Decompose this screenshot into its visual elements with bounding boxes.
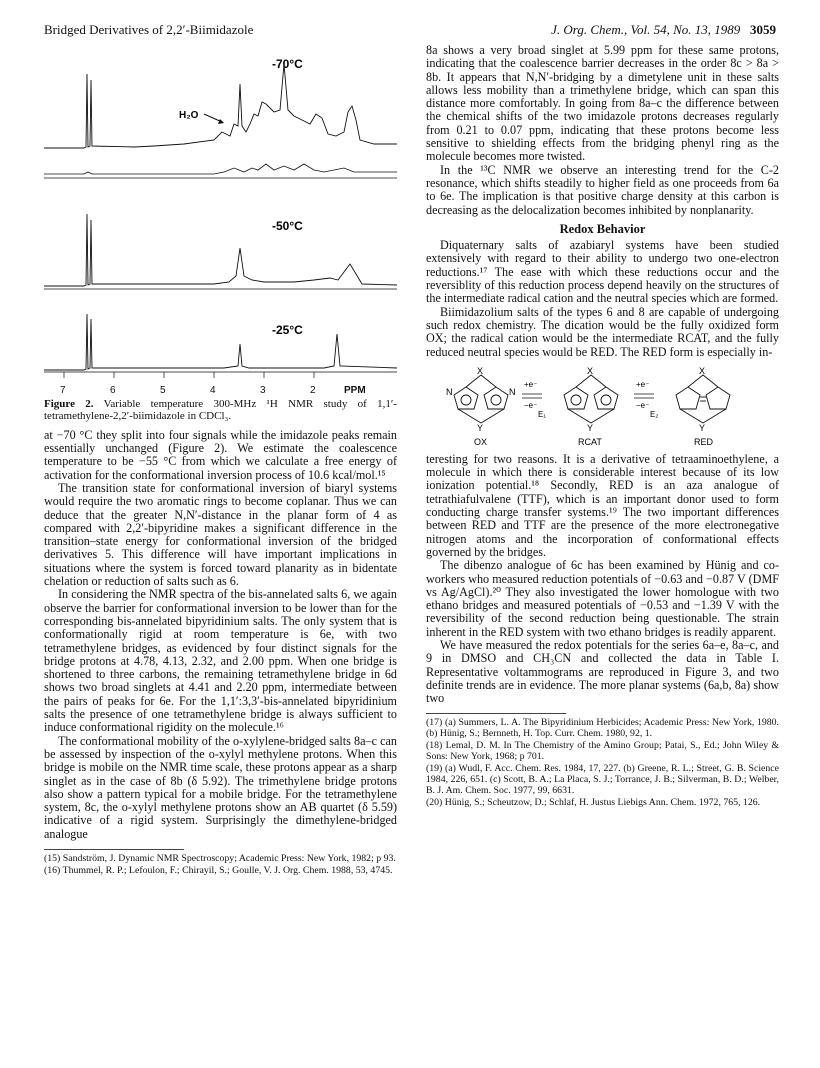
redox-scheme [426, 365, 779, 449]
figure-caption [44, 398, 397, 423]
spectrum-minus70 [44, 57, 397, 178]
red-label: RED [694, 436, 714, 447]
atom-y: Y [699, 422, 706, 433]
footnote: (16) Thummel, R. P.; Lefoulon, F.; Chirayil, S.; Goulle, V. J. Org. Chem. 1988, 53, 4745. [44, 865, 393, 877]
minus-e2: −e⁻ [636, 400, 650, 410]
running-header-journal [551, 22, 776, 38]
footnote: (15) Sandström, J. Dynamic NMR Spectroscopy; Academic Press: New York, 1982; p 93. [44, 853, 396, 865]
e1-label: E₁ [538, 409, 547, 419]
footnote: (18) Lemal, D. M. In The Chemistry of the Amino Group; Patai, S., Ed.; John Wiley & Sons: New York, 1968; p 701. [426, 740, 779, 763]
caption-label: Figure 2. [44, 398, 94, 410]
paragraph: 8a shows a very broad singlet at 5.99 ppm for these same protons, indicating that the coalescence barrier decreases in the order 8c > 8a > 8b. It appears that N,N′-bridging by a dimetylene unit in these salts allows less mobility than a trimethylene bridge, which can span this distance more comfortably. In going from 8a–c the difference between the chemical shifts of the two imidazole protons decreases regularly from 0.21 to 0.07 ppm, indicating that these protons become less sensitive to shielding effects from the bridging phenyl ring as the molecule becomes more twisted. [426, 43, 779, 164]
minus-e1: −e⁻ [524, 400, 538, 410]
atom-y: Y [477, 422, 484, 433]
tick-label: 4 [210, 385, 216, 396]
rcat-label: RCAT [578, 436, 602, 447]
paragraph: The conformational mobility of the o-xylylene-bridged salts 8a–c can be assessed by inspection of the o-xylyl methylene protons. When this bridge is mobile on the NMR time scale, these protons appear as a sharp singlet as in the case of 8b (δ 5.92). The trimethylene bridge protons also show a pattern typical for a mobile bridge. For the tetramethylene system, 8c, the o-xylyl methylene protons show an AB quartet (δ 5.59) indicative of a rigid system. Surprisingly the dimethylene-bridged analogue [44, 733, 397, 841]
page-number: 3059 [750, 22, 776, 37]
running-header-title: Bridged Derivatives of 2,2′-Biimidazole [44, 22, 254, 37]
tick-label: 6 [110, 385, 116, 396]
footnote-rule [426, 713, 566, 714]
axis-ticks [64, 372, 314, 378]
paragraph: In considering the NMR spectra of the bis-annelated salts 6, we again observe the barrier for conformational inversion to be lower than for the corresponding bis-annelated bipyridinium salts. The only system that is conformationally rigid at room temperature is 6e, with two tetramethylene bridges, as evidenced by four distinct signals for the bridge protons at 4.78, 4.13, 2.32, and 2.00 ppm. When one bridge is shortened to three carbons, the remaining tetramethylene bridge in 6d shows two broad singlets at 4.41 and 2.20 ppm, intermediate between the pairs of peaks for 6e. For the 1,1′:3,3′-bis-annelated bipyridinium salts the presence of one tetramethylene bridge is always sufficient to induce conformational rigidity on the molecule.¹⁶ [44, 587, 397, 735]
paragraph: The transition state for conformational inversion of biaryl systems would require the two aromatic rings to become coplanar. Thus we can deduce that the greater N,N′-distance in the planar form of 4 as compared with 2,2′-bipyridine makes a significant difference in the transition–state energy for conformational inversion of the bridged derivatives 5. This difference will have important implications in situations where the system is forced toward planarity as in bidentate chelation or reduction of salts such as 6. [44, 481, 397, 589]
footnote: (20) Hünig, S.; Scheutzow, D.; Schlaf, H. Justus Liebigs Ann. Chem. 1972, 765, 126. [426, 797, 761, 809]
ox-label: OX [474, 436, 488, 447]
atom-x: X [587, 365, 594, 376]
right-column [426, 44, 779, 808]
plus-e2: +e⁻ [636, 379, 650, 389]
baseline-minus70 [44, 164, 397, 174]
trace-minus50 [44, 214, 397, 286]
nmr-figure [44, 44, 397, 384]
temp-label-minus50: -50°C [272, 219, 303, 233]
temp-label-minus25: -25°C [272, 323, 303, 337]
atom-y: Y [587, 422, 594, 433]
paragraph: In the ¹³C NMR we observe an interesting trend for the C-2 resonance, which shifts steadily to higher field as one proceeds from 6a to 6e. The implication is that positive charge density at this carbon is decreasing as the delocalization becomes inhibited by nonplanarity. [426, 162, 779, 217]
paragraph: Diquaternary salts of azabiaryl systems have been studied extensively with regard to their ability to undergo two one-electron reductions.¹⁷ The ease with which these reductions occur and the reversiblity of this reduction process depend heavily on the structures of the intermediate radical cation and the neutral species which are formed. [426, 238, 779, 306]
axis-unit: PPM [344, 385, 366, 396]
e2-label: E₂ [650, 409, 659, 419]
plus-e1: +e⁻ [524, 379, 538, 389]
paragraph: at −70 °C they split into four signals while the imidazole peaks remain essentially unchanged (Figure 2). We estimate the coalescence temperature to be −55 °C from which we calculate a free energy of activation for the conformational inversion process of 10.6 kcal/mol.¹⁵ [44, 427, 397, 482]
paragraph: Biimidazolium salts of the types 6 and 8 are capable of undergoing such redox chemistry. The dication would be the fully oxidized form OX; the radical cation would be the intermediate RCAT, and the fully reduced neutral species would be RED. The RED form is especially in- [426, 304, 779, 359]
paragraph: teresting for two reasons. It is a derivative of tetraaminoethylene, a molecule in which there is considerable interest because of its low ionization potential.¹⁸ Secondly, RED is an aza analogue of tetrathiafulvalene (TTF), which is an important donor used to form conducting charge transfer systems.¹⁹ The two important differences between RED and TTF are the presence of the more electronegative nitrogen atoms and the incorporation of conformational effects governed by the bridges. [426, 451, 779, 559]
trace-minus25 [44, 314, 397, 370]
tick-label: 2 [310, 385, 316, 396]
trace-minus70 [44, 64, 397, 148]
water-arrowhead [218, 119, 224, 124]
red-structure [676, 375, 730, 423]
atom-n: N [446, 386, 453, 397]
paragraph: The dibenzo analogue of 6c has been examined by Hünig and co-workers who measured reduction potentials of −0.63 and −0.87 V (DMF vs Ag/AgCl).²⁰ They also investigated the lower homologue with two ethano bridges and measured potentials of −0.53 and −1.39 V with the reversibility of the second reduction being questionable. The strain inherent in the RED system with two ethano bridges is readily apparent. [426, 558, 779, 639]
paragraph: We have measured the redox potentials for the series 6a–e, 8a–c, and 9 in DMSO and CH₃CN and collected the data in Table I. Representative voltammograms are reproduced in Figure 3, and two definite trends are in evidence. The more planar systems (6a,b, 8a) show two [426, 637, 779, 706]
tick-label: 5 [160, 385, 166, 396]
atom-x: X [699, 365, 706, 376]
atom-n: N [509, 386, 516, 397]
section-heading: Redox Behavior [559, 221, 646, 236]
footnote: (19) (a) Wudl, F. Acc. Chem. Res. 1984, 17, 227. (b) Greene, R. L.; Street, G. B. Science 1984, 226, 651. (c) Scott, B. A.; La Placa, S. J.; Torrance, J. B.; Silverman, B. D.; Welber, B. J. Am. Chem. Soc. 1977, 99, 6631. [426, 763, 779, 797]
caption-text: Variable temperature 300-MHz ¹H NMR study of 1,1′-tetramethylene-2,2′-biimidazole in CDCl₃. [44, 398, 397, 423]
spectrum-minus50 [44, 214, 397, 289]
spectrum-minus25 [44, 314, 397, 372]
footnote: (17) (a) Summers, L. A. The Bipyridinium Herbicides; Academic Press: New York, 1980. (b) Hünig, S.; Bernneth, H. Top. Curr. Chem. 1980, 92, 1. [426, 717, 779, 740]
ox-structure [454, 375, 508, 423]
water-label: H₂O [179, 110, 199, 121]
left-column [44, 44, 397, 876]
ppm-axis-labels [44, 384, 397, 398]
footnote-rule [44, 849, 184, 850]
atom-x: X [477, 365, 484, 376]
tick-label: 3 [260, 385, 266, 396]
rcat-structure [564, 375, 618, 423]
journal-citation: J. Org. Chem., Vol. 54, No. 13, 1989 [551, 22, 741, 37]
tick-label: 7 [60, 385, 66, 396]
temp-label-minus70: -70°C [272, 57, 303, 71]
